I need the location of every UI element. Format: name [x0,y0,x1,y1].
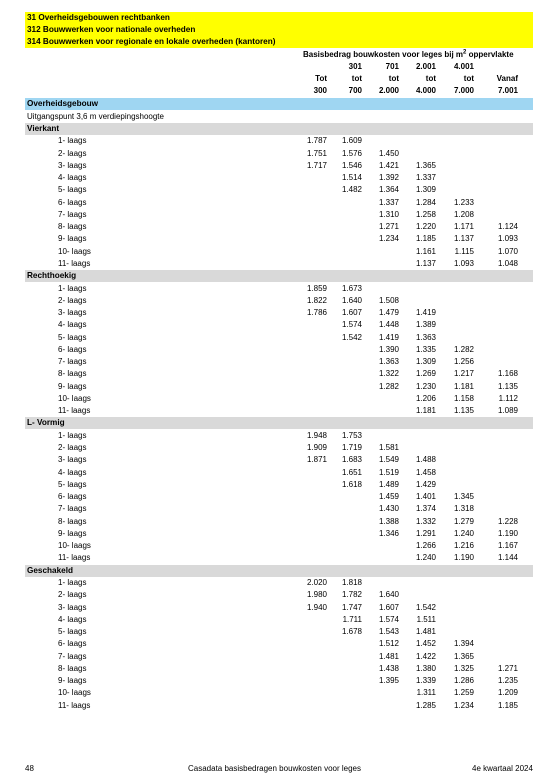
table-cell: 1.401 [415,492,436,502]
row-label: 9- laags [58,234,87,244]
table-cell: 1.640 [378,590,399,600]
table-cell: 1.208 [453,209,474,219]
table-cell: 1.310 [378,209,399,219]
table-row [25,626,533,638]
table-row [25,209,533,221]
table-row [25,442,533,454]
table-cell: 1.512 [378,639,399,649]
table-cell: 1.220 [415,222,436,232]
column-header-4-line-3: 4.000 [415,86,436,95]
table-cell: 1.185 [497,700,518,710]
table-row [25,393,533,405]
table-cell: 1.093 [453,258,474,268]
row-label: 9- laags [58,381,87,391]
row-label: 8- laags [58,516,87,526]
table-cell: 1.112 [498,393,518,403]
table-cell: 1.542 [341,332,362,342]
column-header-3-line-2: tot [388,74,399,83]
table-cell: 1.318 [453,504,474,514]
row-label: 2- laags [58,295,87,305]
header-line-2: 312 Bouwwerken voor nationale overheden [25,24,533,36]
row-label: 2- laags [58,443,87,453]
row-label: 8- laags [58,222,87,232]
row-label: 10- laags [58,688,91,698]
row-label: 5- laags [58,627,87,637]
table-row [25,148,533,160]
table-cell: 1.135 [453,406,474,416]
row-label: 1- laags [58,577,87,587]
column-header-4-line-2: tot [425,74,436,83]
table-row [25,381,533,393]
row-label: 7- laags [58,209,87,219]
column-header-1-line-3: 300 [313,86,327,95]
table-cell: 1.124 [497,222,518,232]
column-header-2-line-2: tot [351,74,362,83]
table-cell: 1.380 [415,663,436,673]
footer-title: Casadata basisbedragen bouwkosten voor leges [188,764,362,773]
table-cell: 1.481 [378,651,399,661]
table-row [25,184,533,196]
table-row [25,430,533,442]
table-cell: 1.719 [341,443,362,453]
table-cell: 1.859 [306,283,327,293]
table-row [25,577,533,589]
row-label: 2- laags [58,148,87,158]
row-label: 6- laags [58,639,87,649]
table-cell: 1.394 [453,639,474,649]
table-cell: 1.390 [378,344,399,354]
table-cell: 2.020 [306,577,327,587]
table-cell: 1.291 [415,528,436,538]
row-label: 8- laags [58,663,87,673]
table-cell: 1.345 [453,492,474,502]
table-cell: 1.678 [341,627,362,637]
table-cell: 1.429 [415,479,436,489]
table-cell: 1.673 [341,283,362,293]
table-row [25,540,533,552]
table-cell: 1.392 [378,173,399,183]
table-cell: 1.422 [415,651,436,661]
column-header-6-line-2: Vanaf [496,74,518,83]
table-cell: 1.284 [415,197,436,207]
row-label: 3- laags [58,308,87,318]
table-cell: 1.137 [415,258,436,268]
row-label: 5- laags [58,332,87,342]
table-cell: 1.311 [416,688,436,698]
table-cell: 1.450 [378,148,399,158]
table-cell: 1.271 [378,222,399,232]
table-cell: 1.459 [378,492,399,502]
table-row [25,307,533,319]
table-cell: 1.216 [453,541,474,551]
table-cell: 1.519 [378,467,399,477]
table-row [25,491,533,503]
table-row [25,687,533,699]
table-cell: 1.640 [341,295,362,305]
section-heading: Vierkant [25,123,533,135]
row-label: 3- laags [58,455,87,465]
table-cell: 1.337 [415,173,436,183]
table-row [25,651,533,663]
table-cell: 1.753 [341,430,362,440]
row-label: 7- laags [58,651,87,661]
row-label: 1- laags [58,430,87,440]
table-cell: 1.161 [415,246,436,256]
table-row [25,503,533,515]
row-label: 4- laags [58,614,87,624]
table-cell: 1.144 [497,553,518,563]
column-header-5-line-2: tot [463,74,474,83]
table-row [25,332,533,344]
row-label: 5- laags [58,479,87,489]
table-cell: 1.259 [453,688,474,698]
table-cell: 1.158 [453,393,474,403]
table-cell: 1.430 [378,504,399,514]
table-cell: 1.234 [453,700,474,710]
table-row [25,516,533,528]
row-label: 3- laags [58,160,87,170]
table-row [25,197,533,209]
row-label: 6- laags [58,492,87,502]
row-label: 3- laags [58,602,87,612]
column-header-2-line-1: 301 [348,62,362,71]
table-cell: 1.576 [341,148,362,158]
table-cell: 1.365 [453,651,474,661]
table-cell: 1.089 [497,406,518,416]
table-cell: 1.787 [306,136,327,146]
table-cell: 1.481 [415,627,436,637]
table-cell: 1.514 [341,173,362,183]
table-row [25,135,533,147]
table-cell: 1.167 [497,541,518,551]
starting-point-note: Uitgangspunt 3,6 m verdiepingshoogte [27,112,164,121]
table-cell: 1.419 [378,332,399,342]
table-cell: 1.282 [378,381,399,391]
table-cell: 1.325 [453,663,474,673]
row-label: 10- laags [58,393,91,403]
table-cell: 1.190 [453,553,474,563]
table-row [25,479,533,491]
row-label: 11- laags [58,406,91,416]
table-cell: 1.618 [341,479,362,489]
row-label: 6- laags [58,344,87,354]
table-row [25,368,533,380]
table-row [25,356,533,368]
table-cell: 1.332 [415,516,436,526]
table-row [25,700,533,712]
table-cell: 1.683 [341,455,362,465]
table-title: Basisbedrag bouwkosten voor leges bij $m^2$ oppervlakte [303,49,514,59]
table-cell: 1.717 [306,160,327,170]
table-cell: 1.374 [415,504,436,514]
table-cell: 1.190 [497,528,518,538]
table-row [25,319,533,331]
table-cell: 1.542 [415,602,436,612]
column-header-6-line-3: 7.001 [497,86,518,95]
table-cell: 1.217 [453,369,474,379]
table-cell: 1.363 [378,357,399,367]
table-cell: 1.137 [453,234,474,244]
table-cell: 1.581 [378,443,399,453]
table-cell: 1.269 [415,369,436,379]
table-cell: 1.438 [378,663,399,673]
table-row [25,344,533,356]
table-cell: 1.607 [341,308,362,318]
table-cell: 1.258 [415,209,436,219]
table-cell: 1.206 [415,393,436,403]
table-cell: 1.234 [378,234,399,244]
table-cell: 1.508 [378,295,399,305]
table-cell: 1.822 [306,295,327,305]
table-cell: 1.482 [341,185,362,195]
column-header-1-line-2: Tot [315,74,327,83]
table-row [25,602,533,614]
table-row [25,405,533,417]
footer-page-number: 48 [25,764,34,773]
header-line-3: 314 Bouwwerken voor regionale en lokale overheden (kantoren) [25,36,533,48]
row-label: 7- laags [58,357,87,367]
column-header-3-line-3: 2.000 [378,86,399,95]
table-cell: 1.185 [415,234,436,244]
table-cell: 1.458 [415,467,436,477]
column-header-3-line-1: 701 [385,62,399,71]
table-row [25,589,533,601]
table-row [25,258,533,270]
table-cell: 1.651 [341,467,362,477]
section-heading: Rechthoekig [25,270,533,282]
table-row [25,467,533,479]
table-cell: 1.448 [378,320,399,330]
row-label: 9- laags [58,676,87,686]
section-heading: Geschakeld [25,565,533,577]
table-cell: 1.751 [306,148,327,158]
row-label: 8- laags [58,369,87,379]
row-label: 1- laags [58,283,87,293]
row-label: 2- laags [58,590,87,600]
table-cell: 1.266 [415,541,436,551]
table-cell: 1.309 [415,185,436,195]
table-cell: 1.909 [306,443,327,453]
table-cell: 1.228 [497,516,518,526]
table-cell: 1.285 [415,700,436,710]
column-header-4-line-1: 2.001 [415,62,436,71]
table-cell: 1.948 [306,430,327,440]
table-cell: 1.419 [415,308,436,318]
table-cell: 1.871 [306,455,327,465]
table-cell: 1.980 [306,590,327,600]
table-cell: 1.940 [306,602,327,612]
column-header-2-line-3: 700 [348,86,362,95]
table-cell: 1.339 [415,676,436,686]
table-row [25,454,533,466]
table-cell: 1.048 [497,258,518,268]
row-label: 10- laags [58,541,91,551]
table-cell: 1.549 [378,455,399,465]
row-label: 9- laags [58,528,87,538]
table-cell: 1.543 [378,627,399,637]
table-cell: 1.322 [378,369,399,379]
table-row [25,614,533,626]
table-cell: 1.574 [378,614,399,624]
table-cell: 1.479 [378,308,399,318]
table-row [25,552,533,564]
row-label: 1- laags [58,136,87,146]
row-label: 4- laags [58,467,87,477]
table-row [25,295,533,307]
table-cell: 1.181 [415,406,436,416]
table-cell: 1.818 [341,577,362,587]
table-cell: 1.421 [378,160,399,170]
row-label: 5- laags [58,185,87,195]
table-cell: 1.364 [378,185,399,195]
row-label: 11- laags [58,553,91,563]
footer-period: 4e kwartaal 2024 [472,764,533,773]
table-cell: 1.282 [453,344,474,354]
table-cell: 1.070 [497,246,518,256]
table-cell: 1.574 [341,320,362,330]
row-label: 4- laags [58,173,87,183]
table-cell: 1.711 [342,614,362,624]
table-row [25,172,533,184]
table-cell: 1.093 [497,234,518,244]
table-row [25,246,533,258]
table-cell: 1.782 [341,590,362,600]
table-cell: 1.209 [497,688,518,698]
table-cell: 1.346 [378,528,399,538]
table-cell: 1.337 [378,197,399,207]
header-line-1: 31 Overheidsgebouwen rechtbanken [25,12,533,24]
table-cell: 1.240 [453,528,474,538]
table-cell: 1.607 [378,602,399,612]
table-cell: 1.511 [416,614,436,624]
table-row [25,675,533,687]
table-row [25,221,533,233]
table-cell: 1.256 [453,357,474,367]
table-cell: 1.365 [415,160,436,170]
table-cell: 1.309 [415,357,436,367]
table-row [25,283,533,295]
table-cell: 1.181 [453,381,474,391]
row-label: 11- laags [58,258,91,268]
table-row [25,638,533,650]
table-cell: 1.168 [497,369,518,379]
row-label: 11- laags [58,700,91,710]
table-cell: 1.747 [341,602,362,612]
table-cell: 1.488 [415,455,436,465]
table-row [25,233,533,245]
column-header-5-line-1: 4.001 [453,62,474,71]
table-cell: 1.786 [306,308,327,318]
table-row [25,663,533,675]
row-label: 7- laags [58,504,87,514]
table-cell: 1.235 [497,676,518,686]
table-cell: 1.286 [453,676,474,686]
table-row [25,160,533,172]
table-cell: 1.240 [415,553,436,563]
category-heading: Overheidsgebouw [25,98,533,110]
table-cell: 1.389 [415,320,436,330]
table-cell: 1.395 [378,676,399,686]
table-cell: 1.230 [415,381,436,391]
table-cell: 1.335 [415,344,436,354]
table-cell: 1.363 [415,332,436,342]
table-cell: 1.388 [378,516,399,526]
table-cell: 1.546 [341,160,362,170]
table-cell: 1.609 [341,136,362,146]
table-cell: 1.171 [453,222,474,232]
table-cell: 1.452 [415,639,436,649]
column-header-5-line-3: 7.000 [453,86,474,95]
row-label: 6- laags [58,197,87,207]
table-row [25,528,533,540]
table-cell: 1.135 [497,381,518,391]
section-heading: L- Vormig [25,417,533,429]
row-label: 10- laags [58,246,91,256]
row-label: 4- laags [58,320,87,330]
table-cell: 1.115 [454,246,474,256]
table-cell: 1.233 [453,197,474,207]
table-cell: 1.489 [378,479,399,489]
table-cell: 1.279 [453,516,474,526]
table-cell: 1.271 [497,663,518,673]
